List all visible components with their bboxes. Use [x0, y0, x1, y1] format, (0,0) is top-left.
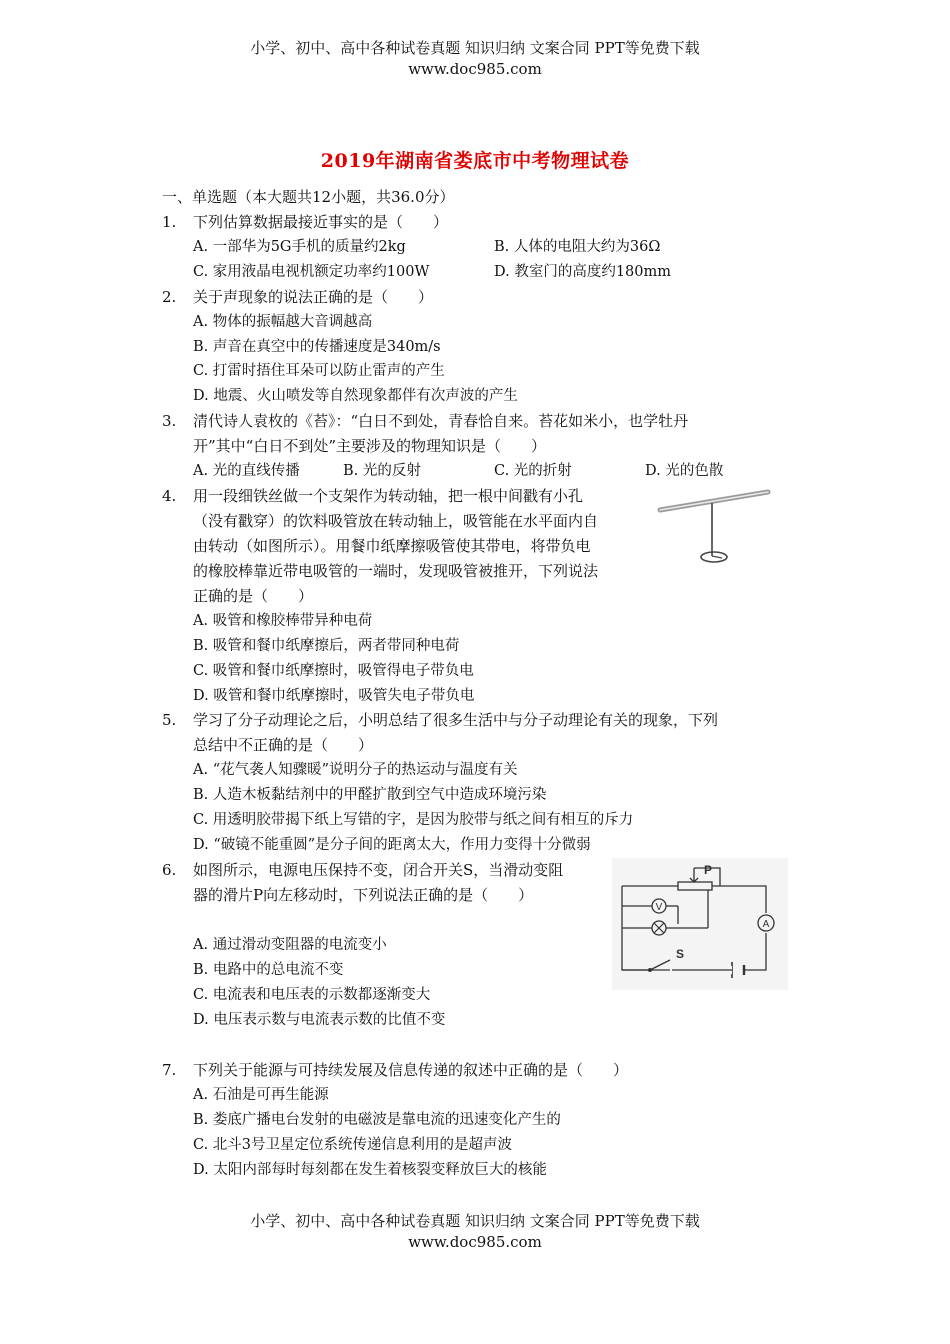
option-d: D. 吸管和餐巾纸摩擦时，吸管失电子带负电: [193, 688, 475, 704]
question-stem: 下列估算数据最接近事实的是（ ）: [193, 213, 449, 231]
option-c: C. 家用液晶电视机额定功率约100W: [193, 264, 430, 280]
option-c: C. 用透明胶带揭下纸上写错的字，是因为胶带与纸之间有相互的斥力: [193, 812, 634, 828]
option-b: B. 人体的电阻大约为36Ω: [494, 239, 661, 255]
option-b: B. 吸管和餐巾纸摩擦后，两者带同种电荷: [193, 638, 460, 654]
question-stem: 下列关于能源与可持续发展及信息传递的叙述中正确的是（ ）: [193, 1061, 629, 1079]
question-stem-line-2: 开”其中“白日不到处”主要涉及的物理知识是（ ）: [193, 437, 547, 455]
page-footer: [0, 1211, 950, 1253]
section-heading: 一、单选题（本大题共12小题，共36.0分）: [162, 188, 455, 206]
question-stem-line-5: 正确的是（ ）: [193, 587, 314, 605]
question-stem: 关于声现象的说法正确的是（ ）: [193, 288, 434, 306]
option-d: D. 教室门的高度约180mm: [494, 264, 672, 280]
header-line-1: 小学、初中、高中各种试卷真题 知识归纳 文案合同 PPT等免费下载: [250, 39, 700, 57]
question-stem-line-1: 清代诗人袁枚的《苔》：“白日不到处，青春恰自来。苔花如米小，也学牡丹: [193, 412, 689, 430]
question-stem-line-3: 由转动（如图所示）。用餐巾纸摩擦吸管使其带电，将带负电: [193, 537, 591, 555]
question-number: 1.: [162, 213, 177, 231]
header-line-2: www.doc985.com: [408, 60, 542, 78]
question-number: 2.: [162, 288, 177, 306]
footer-line-1: 小学、初中、高中各种试卷真题 知识归纳 文案合同 PPT等免费下载: [250, 1212, 700, 1230]
option-b: B. 娄底广播电台发射的电磁波是靠电流的迅速变化产生的: [193, 1112, 561, 1128]
page-title: 2019年湖南省娄底市中考物理试卷: [320, 150, 630, 172]
footer-line-2: www.doc985.com: [408, 1233, 542, 1251]
option-d: D. 电压表示数与电流表示数的比值不变: [193, 1012, 446, 1028]
straw-highlight: [660, 492, 768, 510]
option-a: A. 物体的振幅越大音调越高: [193, 314, 373, 330]
question-stem-line-2: （没有戳穿）的饮料吸管放在转动轴上，吸管能在水平面内自: [193, 512, 599, 530]
question-number: 7.: [162, 1061, 177, 1079]
question-number: 5.: [162, 711, 177, 729]
switch-label: S: [676, 947, 685, 961]
question-stem-line-1: 用一段细铁丝做一个支架作为转动轴，把一根中间戳有小孔: [193, 487, 584, 505]
question-stem-line-1: 如图所示，电源电压保持不变，闭合开关S，当滑动变阻: [193, 861, 564, 879]
option-a: A. 通过滑动变阻器的电流变小: [193, 937, 387, 953]
option-c: C. 打雷时捂住耳朵可以防止雷声的产生: [193, 363, 445, 379]
option-a: A. 吸管和橡胶棒带异种电荷: [193, 613, 373, 629]
option-d: D. 光的色散: [645, 463, 724, 479]
question-stem-line-2: 总结中不正确的是（ ）: [193, 736, 374, 754]
slider-label: P: [704, 863, 713, 877]
option-c: C. 吸管和餐巾纸摩擦时，吸管得电子带负电: [193, 663, 474, 679]
option-c: C. 电流表和电压表的示数都逐渐变大: [193, 987, 431, 1003]
option-a: A. 石油是可再生能源: [193, 1087, 329, 1103]
wire-stand-joint: [712, 556, 722, 558]
option-a: A. 一部华为5G手机的质量约2kg: [193, 239, 406, 255]
option-b: B. 电路中的总电流不变: [193, 962, 344, 978]
question-stem-line-2: 器的滑片P向左移动时，下列说法正确的是（ ）: [193, 886, 534, 904]
question-number: 6.: [162, 861, 177, 879]
voltmeter-label: V: [655, 902, 663, 913]
option-d: D. “破镜不能重圆”是分子间的距离太大，作用力变得十分微弱: [193, 837, 591, 853]
circuit-diagram: [612, 858, 788, 990]
question-stem-line-4: 的橡胶棒靠近带电吸管的一端时，发现吸管被推开，下列说法: [193, 562, 599, 580]
straw-rotation-figure: [654, 486, 774, 566]
option-c: C. 光的折射: [494, 463, 572, 479]
question-number: 3.: [162, 412, 177, 430]
question-stem-line-1: 学习了分子动理论之后，小明总结了很多生活中与分子动理论有关的现象，下列: [193, 711, 719, 729]
option-b: B. 光的反射: [343, 463, 421, 479]
option-d: D. 地震、火山喷发等自然现象都伴有次声波的产生: [193, 388, 518, 404]
page-header: [0, 38, 950, 80]
option-a: A. 光的直线传播: [193, 463, 300, 479]
option-b: B. 人造木板黏结剂中的甲醛扩散到空气中造成环境污染: [193, 787, 547, 803]
option-a: A. “花气袭人知骤暖”说明分子的热运动与温度有关: [193, 762, 518, 778]
option-d: D. 太阳内部每时每刻都在发生着核裂变释放巨大的核能: [193, 1162, 547, 1178]
option-b: B. 声音在真空中的传播速度是340m/s: [193, 339, 441, 355]
ammeter-label: A: [762, 919, 770, 930]
switch-contact: [648, 968, 652, 972]
option-c: C. 北斗3号卫星定位系统传递信息利用的是超声波: [193, 1137, 513, 1153]
question-number: 4.: [162, 487, 177, 505]
